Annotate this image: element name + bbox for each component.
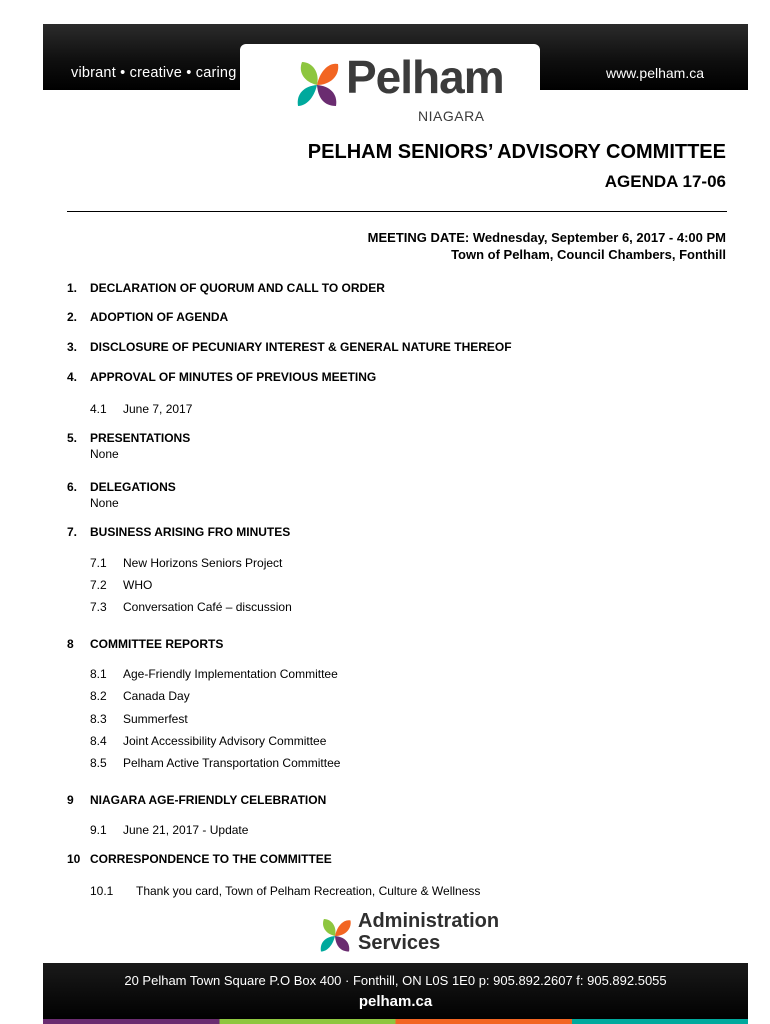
agenda-item-title: APPROVAL OF MINUTES OF PREVIOUS MEETING <box>90 370 377 384</box>
agenda-subitem-text: June 21, 2017 - Update <box>123 823 249 837</box>
agenda-subitem-number: 8.3 <box>90 712 107 726</box>
agenda-item-number: 1. <box>67 281 78 295</box>
agenda-subitem-number: 7.2 <box>90 578 107 592</box>
agenda-subitem-number: 7.3 <box>90 600 107 614</box>
agenda-item-title: CORRESPONDENCE TO THE COMMITTEE <box>90 852 332 866</box>
agenda-subitem-number: 8.2 <box>90 689 107 703</box>
agenda-subitem-number: 7.1 <box>90 556 107 570</box>
pelham-logo <box>240 44 540 130</box>
agenda-item-note: None <box>90 447 119 461</box>
agenda-item-number: 9 <box>67 793 74 807</box>
agenda-item-note: None <box>90 496 119 510</box>
agenda-item-number: 3. <box>67 340 78 354</box>
agenda-item-title: ADOPTION OF AGENDA <box>90 310 229 324</box>
agenda-subitem-number: 10.1 <box>90 884 114 898</box>
header-website-link[interactable]: www.pelham.ca <box>605 65 704 81</box>
agenda-item-number: 4. <box>67 370 78 384</box>
agenda-item-title: PRESENTATIONS <box>90 431 191 445</box>
footer-website-link[interactable]: pelham.ca <box>358 993 433 1010</box>
agenda-subitem-number: 9.1 <box>90 823 107 837</box>
agenda-item-title: DISCLOSURE OF PECUNIARY INTEREST & GENERAL NATURE THEREOF <box>90 340 512 354</box>
agenda-item-number: 7. <box>67 525 78 539</box>
pelham-leaf-logo-icon <box>294 58 340 112</box>
agenda-subitem-text: WHO <box>123 578 153 592</box>
department-name: Services <box>358 932 441 954</box>
agenda-item-number: 2. <box>67 310 78 324</box>
agenda-item-title: DELEGATIONS <box>90 480 176 494</box>
agenda-subitem-text: Summerfest <box>123 712 188 726</box>
agenda-number: AGENDA 17-06 <box>604 172 726 191</box>
agenda-subitem-number: 8.1 <box>90 667 107 681</box>
agenda-item-number: 5. <box>67 431 78 445</box>
committee-title: PELHAM SENIORS’ ADVISORY COMMITTEE <box>307 141 726 163</box>
department-name: Administration <box>358 910 500 932</box>
agenda-item-number: 8 <box>67 637 74 651</box>
agenda-subitem-text: Thank you card, Town of Pelham Recreation, Culture & Wellness <box>136 884 481 898</box>
meeting-date: MEETING DATE: Wednesday, September 6, 2017 - 4:00 PM <box>367 230 726 245</box>
agenda-subitem-text: Age-Friendly Implementation Committee <box>123 667 338 681</box>
header-tagline: vibrant • creative • caring <box>71 65 237 81</box>
footer-bar <box>43 963 748 1021</box>
logo-wordmark: Pelham <box>346 51 504 103</box>
agenda-item-number: 10 <box>67 852 81 866</box>
footer-color-stripe <box>43 1019 748 1024</box>
logo-subtitle: NIAGARA <box>418 108 485 124</box>
agenda-subitem-text: Conversation Café – discussion <box>123 600 292 614</box>
agenda-subitem-number: 8.4 <box>90 734 107 748</box>
agenda-subitem-number: 8.5 <box>90 756 107 770</box>
agenda-subitem-text: New Horizons Seniors Project <box>123 556 283 570</box>
agenda-subitem-number: 4.1 <box>90 402 107 416</box>
agenda-item-number: 6. <box>67 480 78 494</box>
agenda-item-title: NIAGARA AGE-FRIENDLY CELEBRATION <box>90 793 327 807</box>
agenda-subitem-text: Joint Accessibility Advisory Committee <box>123 734 327 748</box>
agenda-subitem-text: Pelham Active Transportation Committee <box>123 756 341 770</box>
agenda-item-title: BUSINESS ARISING FRO MINUTES <box>90 525 291 539</box>
agenda-item-title: DECLARATION OF QUORUM AND CALL TO ORDER <box>90 281 385 295</box>
agenda-subitem-text: June 7, 2017 <box>123 402 193 416</box>
title-divider <box>67 211 727 212</box>
agenda-item-title: COMMITTEE REPORTS <box>90 637 224 651</box>
meeting-location: Town of Pelham, Council Chambers, Fonthill <box>451 247 726 262</box>
administration-leaf-logo-icon <box>318 916 352 956</box>
footer-address: 20 Pelham Town Square P.O Box 400 · Fonthill, ON L0S 1E0 p: 905.892.2607 f: 905.892.5055 <box>124 973 667 988</box>
agenda-subitem-text: Canada Day <box>123 689 190 703</box>
